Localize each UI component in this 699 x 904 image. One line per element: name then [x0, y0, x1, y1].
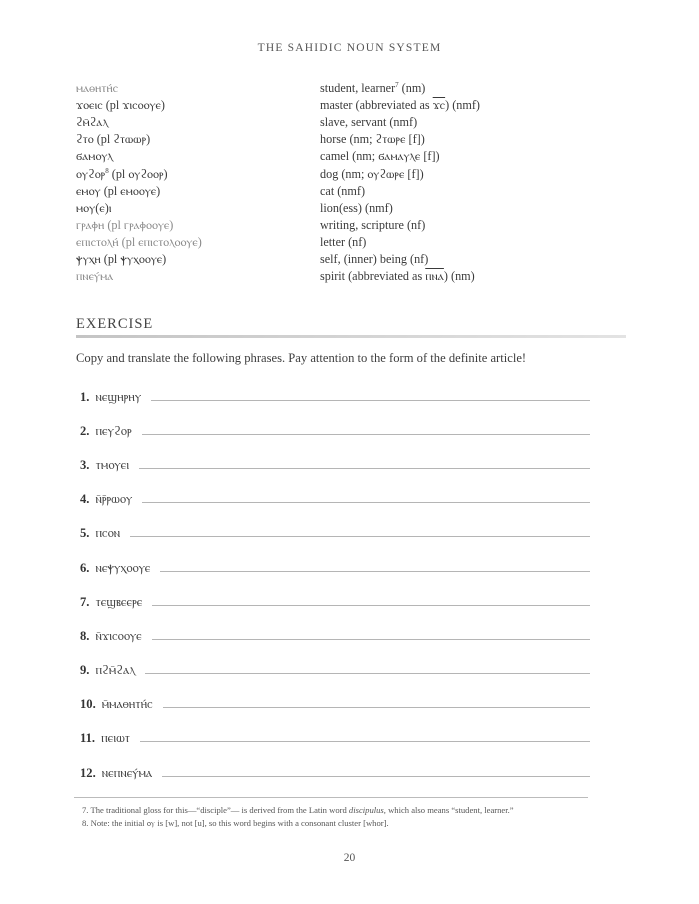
answer-line[interactable]	[130, 536, 590, 537]
exercise-item	[80, 756, 590, 790]
answer-line[interactable]	[160, 571, 590, 572]
vocabulary-list	[76, 80, 636, 285]
footnote-ref: 8	[105, 166, 109, 175]
item-number: 4.	[80, 492, 90, 507]
vocab-gloss-suffix: ) (nm)	[443, 269, 475, 284]
vocab-row	[76, 97, 636, 114]
vocab-gloss-suffix: ) (nmf)	[445, 98, 480, 113]
vocab-gloss	[320, 269, 475, 284]
answer-line[interactable]	[142, 502, 590, 503]
vocab-term: ⲉⲙⲟⲩ (pl ⲉⲙⲟⲟⲩⲉ)	[76, 183, 161, 198]
footnote-italic: discipulus	[348, 805, 384, 815]
vocab-row	[76, 234, 636, 251]
vocab-gloss: letter (nf)	[320, 234, 367, 249]
vocab-term: ϩⲧⲟ (pl ϩⲧⲱⲱⲣ)	[76, 132, 151, 147]
item-phrase: ⲡⲥⲟⲛ	[95, 526, 121, 541]
exercise-item	[80, 619, 590, 653]
item-number: 5.	[80, 526, 90, 541]
item-number: 3.	[80, 457, 90, 472]
vocab-term: ⲅⲣⲁⲫⲏ (pl ⲅⲣⲁⲫⲟⲟⲩⲉ)	[76, 217, 174, 232]
footnote-text: Note: the initial ⲟⲩ is [w], not [u], so this word begins with a consonant cluster [whor].	[90, 818, 389, 828]
vocab-gloss	[320, 98, 480, 113]
vocab-gloss-text: master (abbreviated as	[320, 98, 433, 113]
vocab-term-text: ⲟⲩϩⲟⲣ	[76, 166, 106, 181]
item-phrase: ⲡⲉⲩϩⲟⲣ	[95, 423, 132, 438]
footnote-text-end: , which also means “student, learner.”	[383, 805, 514, 815]
answer-line[interactable]	[152, 605, 590, 606]
item-number: 11.	[80, 731, 96, 746]
footnote-number: 7.	[82, 805, 89, 815]
vocab-row	[76, 80, 636, 97]
vocab-term: ⲙⲁⲑⲏⲧⲏ́ⲥ	[76, 81, 119, 96]
exercise-item	[80, 585, 590, 619]
item-number: 6.	[80, 560, 90, 575]
vocab-term: ϭⲁⲙⲟⲩⲗ	[76, 149, 113, 164]
vocab-row	[76, 217, 636, 234]
vocab-row	[76, 183, 636, 200]
exercise-item	[80, 517, 590, 551]
vocab-term-plural: (pl ⲟⲩϩⲟⲟⲣ)	[108, 166, 168, 181]
footnote-text: The traditional gloss for this—“disciple”— is derived from the Latin word	[90, 805, 349, 815]
item-phrase: ⲡⲉⲓⲱⲧ	[101, 731, 131, 746]
item-phrase: ⲛ̄ⲣ̄ⲣⲱⲟⲩ	[95, 492, 133, 507]
vocab-row	[76, 165, 636, 182]
footnote-rule	[74, 797, 588, 798]
answer-line[interactable]	[151, 400, 590, 401]
answer-line[interactable]	[152, 639, 590, 640]
exercise-item	[80, 551, 590, 585]
section-rule	[76, 335, 626, 338]
abbreviation: ⲡⲛⲁ	[425, 269, 444, 284]
item-number: 10.	[80, 697, 96, 712]
item-phrase: ⲛⲉϣⲏⲣⲏⲩ	[95, 389, 142, 404]
exercise-item	[80, 654, 590, 688]
vocab-gloss: horse (nm; ϩⲧⲱⲣⲉ [f])	[320, 132, 425, 147]
answer-line[interactable]	[142, 434, 590, 435]
footnote	[82, 804, 514, 817]
vocab-row	[76, 200, 636, 217]
item-number: 12.	[80, 765, 96, 780]
item-number: 2.	[80, 423, 90, 438]
item-phrase: ⲧⲉϣⲃⲉⲉⲣⲉ	[95, 594, 143, 609]
answer-line[interactable]	[162, 776, 590, 777]
vocab-row	[76, 114, 636, 131]
footnotes	[82, 804, 514, 830]
item-number: 1.	[80, 389, 90, 404]
exercise-item	[80, 688, 590, 722]
abbreviation: ϫⲥ	[432, 98, 446, 113]
answer-line[interactable]	[163, 707, 590, 708]
item-phrase: ⲛ̄ϫⲓⲥⲟⲟⲩⲉ	[95, 628, 142, 643]
vocab-gloss-text: student, learner	[320, 81, 396, 96]
exercise-item	[80, 380, 590, 414]
exercise-instructions: Copy and translate the following phrases. Pay attention to the form of the definite article!	[76, 351, 527, 365]
answer-line[interactable]	[139, 468, 590, 469]
footnote-ref: 7	[395, 80, 399, 89]
exercise-item	[80, 448, 590, 482]
item-number: 9.	[80, 663, 90, 678]
item-number: 7.	[80, 594, 90, 609]
item-phrase: ⲡϩⲙ̄ϩⲁⲗ	[95, 663, 136, 678]
vocab-term: ⲡⲛⲉⲩ́ⲙⲁ	[76, 269, 114, 284]
vocab-term	[76, 167, 320, 182]
item-phrase: ⲙ̄ⲙⲁⲑⲏⲧⲏ́ⲥ	[101, 697, 153, 712]
vocab-gloss: slave, servant (nmf)	[320, 115, 418, 130]
exercise-item	[80, 414, 590, 448]
vocab-gloss	[320, 81, 425, 96]
answer-line[interactable]	[145, 673, 590, 674]
vocab-term: ⲙⲟⲩ(ⲉ)ⲓ	[76, 200, 112, 215]
vocab-term: ⲉⲡⲓⲥⲧⲟⲗⲏ́ (pl ⲉⲡⲓⲥⲧⲟⲗⲟⲟⲩⲉ)	[76, 234, 202, 249]
vocab-term: ϩⲙ̄ϩⲁⲗ	[76, 115, 109, 130]
item-phrase: ⲧⲙⲟⲩⲉⲓ	[95, 457, 130, 472]
running-head: THE SAHIDIC NOUN SYSTEM	[257, 42, 442, 54]
exercise-list	[80, 380, 590, 790]
vocab-row	[76, 131, 636, 148]
vocab-gloss: self, (inner) being (nf)	[320, 251, 429, 266]
vocab-gloss: camel (nm; ϭⲁⲙⲁⲩⲗⲉ [f])	[320, 149, 440, 164]
vocab-row	[76, 251, 636, 268]
vocab-gloss: lion(ess) (nmf)	[320, 200, 393, 215]
vocab-term: ϫⲟⲉⲓⲥ (pl ϫⲓⲥⲟⲟⲩⲉ)	[76, 98, 165, 113]
item-phrase: ⲛⲉⲯⲩⲭⲟⲟⲩⲉ	[95, 560, 151, 575]
vocab-gloss: writing, scripture (nf)	[320, 217, 426, 232]
exercise-item	[80, 483, 590, 517]
footnote	[82, 817, 514, 830]
vocab-row	[76, 268, 636, 285]
item-phrase: ⲛⲉⲡⲛⲉⲩ́ⲙⲁ	[101, 765, 153, 780]
vocab-gloss-text: spirit (abbreviated as	[320, 269, 426, 284]
vocab-gloss-suffix: (nm)	[398, 81, 426, 96]
footnote-number: 8.	[82, 818, 89, 828]
page-number: 20	[343, 852, 356, 864]
vocab-gloss: cat (nmf)	[320, 183, 366, 198]
vocab-gloss: dog (nm; ⲟⲩϩⲱⲣⲉ [f])	[320, 166, 424, 181]
item-number: 8.	[80, 628, 90, 643]
vocab-row	[76, 148, 636, 165]
vocab-term: ⲯⲩⲭⲏ (pl ⲯⲩⲭⲟⲟⲩⲉ)	[76, 251, 167, 266]
exercise-item	[80, 722, 590, 756]
answer-line[interactable]	[140, 741, 590, 742]
section-title: EXERCISE	[76, 316, 154, 332]
